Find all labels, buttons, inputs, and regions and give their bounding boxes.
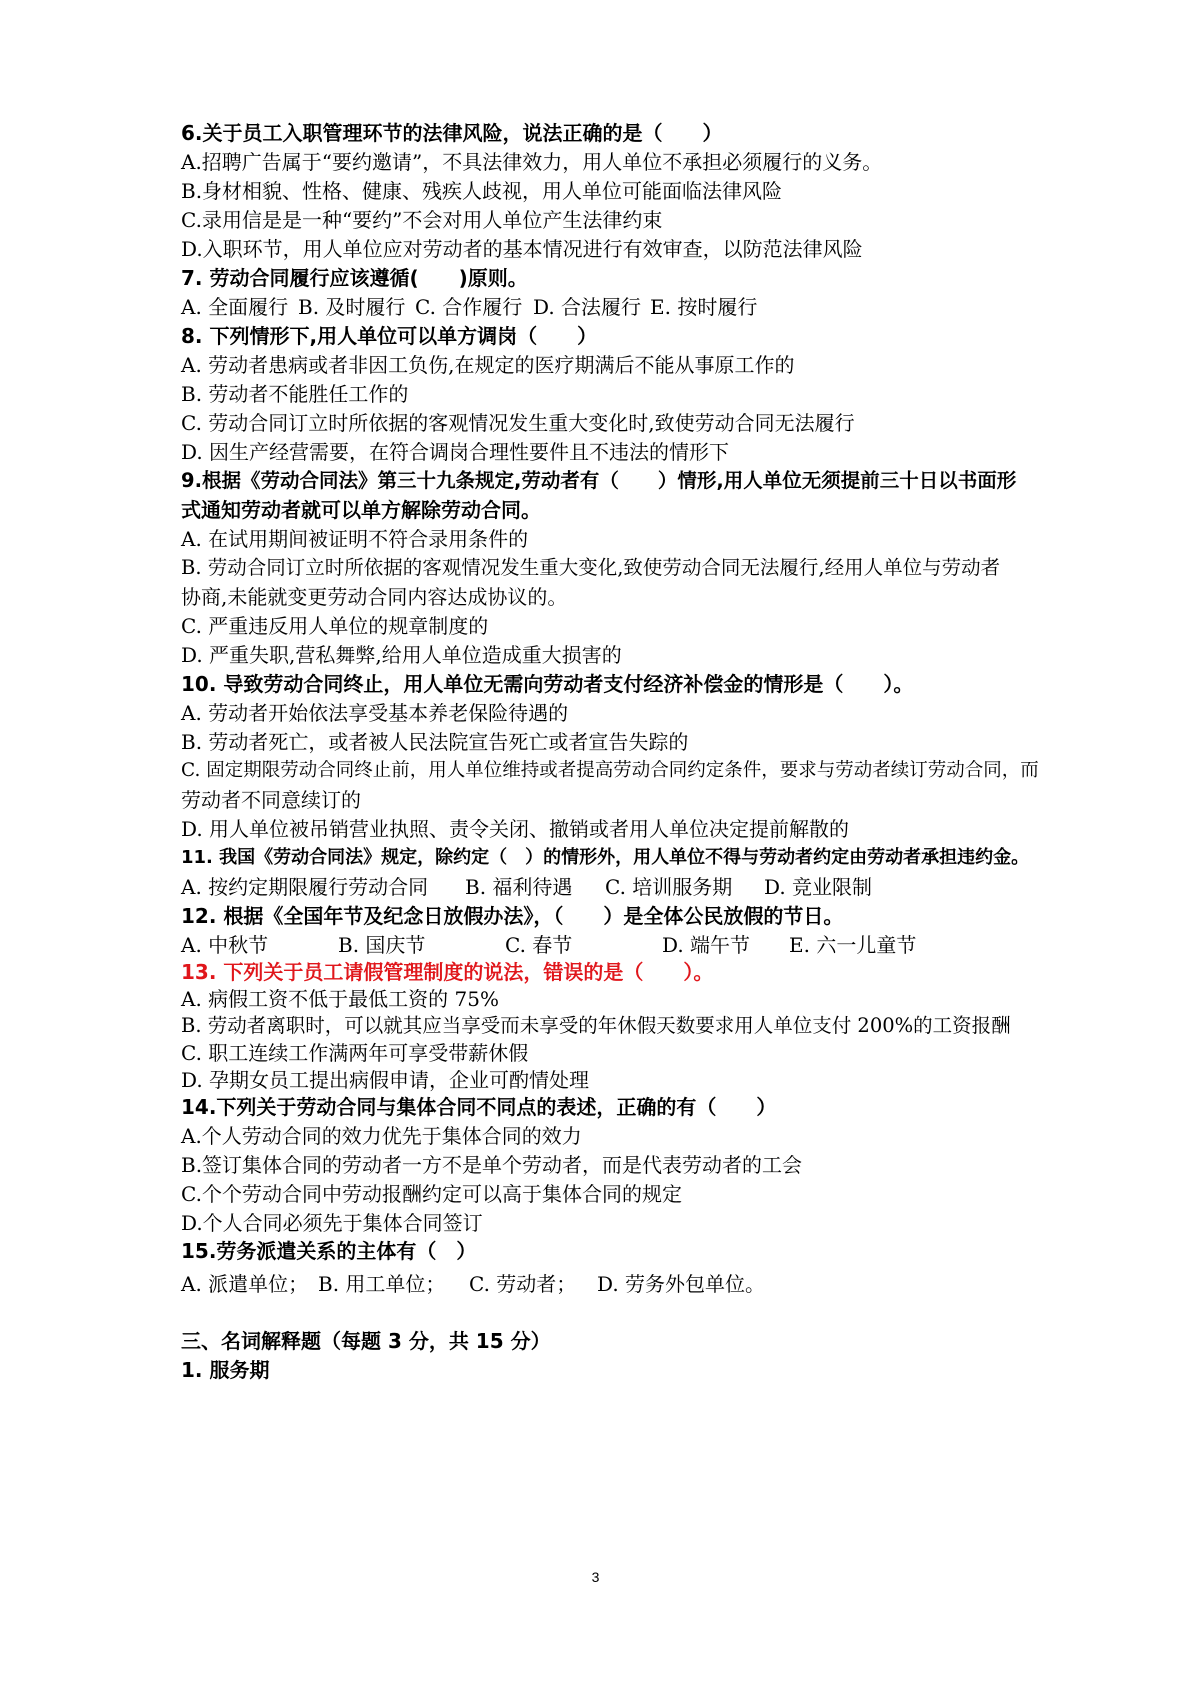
question-6-option-a: A.招聘广告属于“要约邀请”，不具法律效力，用人单位不承担必须履行的义务。	[181, 150, 883, 174]
question-15-option-d: D. 劳务外包单位。	[597, 1272, 766, 1296]
question-12-option-d: D. 端午节	[662, 933, 751, 957]
question-10-option-d: D. 用人单位被吊销营业执照、责令关闭、撤销或者用人单位决定提前解散的	[181, 817, 850, 841]
question-6-option-b: B.身材相貌、性格、健康、残疾人歧视，用人单位可能面临法律风险	[181, 179, 783, 203]
question-7-stem: 7. 劳动合同履行应该遵循( )原则。	[181, 266, 528, 290]
question-13-option-d: D. 孕期女员工提出病假申请，企业可酌情处理	[181, 1068, 590, 1092]
question-7-option-e: E. 按时履行	[650, 295, 758, 319]
question-9-stem-line-2: 式通知劳动者就可以单方解除劳动合同。	[181, 498, 541, 522]
question-8-option-c: C. 劳动合同订立时所依据的客观情况发生重大变化时,致使劳动合同无法履行	[181, 411, 855, 435]
page-number: 3	[591, 1569, 600, 1585]
question-9-option-c: C. 严重违反用人单位的规章制度的	[181, 614, 489, 638]
question-8-option-a: A. 劳动者患病或者非因工负伤,在规定的医疗期满后不能从事原工作的	[181, 353, 795, 377]
question-14-stem: 14.下列关于劳动合同与集体合同不同点的表述，正确的有（ ）	[181, 1095, 777, 1119]
question-12-option-b: B. 国庆节	[338, 933, 426, 957]
question-6-option-c: C.录用信是是一种“要约”不会对用人单位产生法律约束	[181, 208, 663, 232]
question-13-option-b: B. 劳动者离职时，可以就其应当享受而未享受的年休假天数要求用人单位支付 200%的工资报酬	[181, 1014, 1011, 1037]
question-7-option-a: A. 全面履行	[181, 295, 289, 319]
question-11-stem: 11. 我国《劳动合同法》规定，除约定（ ）的情形外，用人单位不得与劳动者约定由劳动者承担违约金。	[181, 847, 1030, 868]
question-12-option-a: A. 中秋节	[181, 933, 269, 957]
question-15-option-b: B. 用工单位；	[318, 1272, 446, 1296]
question-10-option-a: A. 劳动者开始依法享受基本养老保险待遇的	[181, 701, 569, 725]
question-10-stem: 10. 导致劳动合同终止，用人单位无需向劳动者支付经济补偿金的情形是（ ）。	[181, 672, 914, 696]
question-13-option-a: A. 病假工资不低于最低工资的 75%	[181, 987, 499, 1011]
question-11-option-d: D. 竞业限制	[764, 875, 873, 899]
question-10-option-b: B. 劳动者死亡，或者被人民法院宣告死亡或者宣告失踪的	[181, 730, 689, 754]
question-9-option-d: D. 严重失职,营私舞弊,给用人单位造成重大损害的	[181, 643, 622, 667]
question-8-option-d: D. 因生产经营需要，在符合调岗合理性要件且不违法的情形下	[181, 440, 730, 464]
question-11-option-b: B. 福利待遇	[465, 875, 573, 899]
question-6-stem: 6.关于员工入职管理环节的法律风险，说法正确的是（ ）	[181, 121, 723, 145]
question-12-option-e: E. 六一儿童节	[789, 933, 917, 957]
question-9-option-b: B. 劳动合同订立时所依据的客观情况发生重大变化,致使劳动合同无法履行,经用人单位与劳动者	[181, 556, 1001, 579]
question-14-option-c: C.个个劳动合同中劳动报酬约定可以高于集体合同的规定	[181, 1182, 682, 1206]
question-13-option-c: C. 职工连续工作满两年可享受带薪休假	[181, 1041, 529, 1065]
question-6-option-d: D.入职环节，用人单位应对劳动者的基本情况进行有效审查，以防范法律风险	[181, 237, 863, 261]
section-item-1: 1. 服务期	[181, 1358, 270, 1382]
question-12-stem: 12. 根据《全国年节及纪念日放假办法》，（ ）是全体公民放假的节日。	[181, 904, 844, 928]
question-9-stem-line-1: 9.根据《劳动合同法》第三十九条规定,劳动者有（ ）情形,用人单位无须提前三十日以书面形	[181, 469, 1017, 492]
question-9-option-a: A. 在试用期间被证明不符合录用条件的	[181, 527, 529, 551]
question-14-option-d: D.个人合同必须先于集体合同签订	[181, 1211, 483, 1235]
question-9-option-b-continued: 协商,未能就变更劳动合同内容达成协议的。	[181, 585, 568, 609]
question-11-option-c: C. 培训服务期	[605, 875, 733, 899]
question-7-option-b: B. 及时履行	[298, 295, 406, 319]
question-10-option-c-continued: 劳动者不同意续订的	[181, 788, 361, 812]
question-10-option-c: C. 固定期限劳动合同终止前，用人单位维持或者提高劳动合同约定条件，要求与劳动者续订劳动合同，而	[181, 760, 1039, 781]
section-title: 三、名词解释题（每题 3 分，共 15 分）	[181, 1329, 551, 1353]
question-15-stem: 15.劳务派遣关系的主体有（ ）	[181, 1239, 477, 1263]
question-8-option-b: B. 劳动者不能胜任工作的	[181, 382, 409, 406]
question-13-stem: 13. 下列关于员工请假管理制度的说法，错误的是（ ）。	[181, 960, 714, 984]
question-15-option-a: A. 派遣单位；	[181, 1272, 309, 1296]
question-12-option-c: C. 春节	[505, 933, 573, 957]
question-8-stem: 8. 下列情形下,用人单位可以单方调岗（ ）	[181, 324, 598, 348]
question-7-option-c: C. 合作履行	[415, 295, 523, 319]
question-14-option-a: A.个人劳动合同的效力优先于集体合同的效力	[181, 1124, 582, 1148]
question-7-option-d: D. 合法履行	[533, 295, 642, 319]
question-14-option-b: B.签订集体合同的劳动者一方不是单个劳动者，而是代表劳动者的工会	[181, 1153, 803, 1177]
question-15-option-c: C. 劳动者；	[469, 1272, 577, 1296]
question-11-option-a: A. 按约定期限履行劳动合同	[181, 875, 429, 899]
